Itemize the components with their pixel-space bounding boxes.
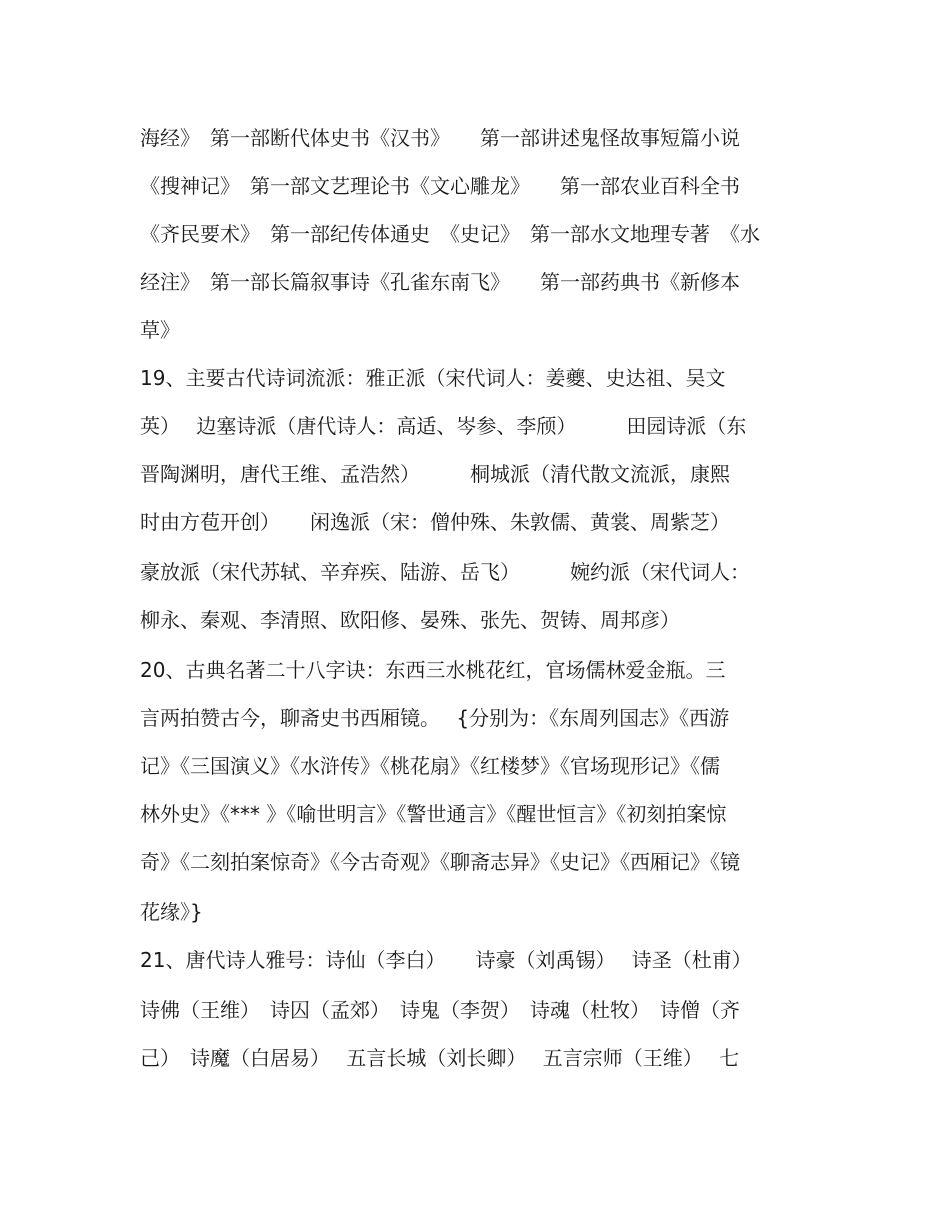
text-line: 《齐民要术》 第一部纪传体通史 《史记》 第一部水文地理专著 《水	[140, 222, 760, 246]
text-line: 言两拍赞古今，聊斋史书西厢镜。 {分别为：《东周列国志》《西游	[140, 706, 730, 730]
text-line: 草》	[140, 318, 180, 342]
text-line: 19、主要古代诗词流派：雅正派（宋代词人：姜夔、史达祖、吴文	[140, 366, 726, 390]
text-line: 柳永、秦观、李清照、欧阳修、晏殊、张先、贺铸、周邦彦）	[140, 608, 680, 632]
text-line: 经注》 第一部长篇叙事诗《孔雀东南飞》 第一部药典书《新修本	[140, 270, 740, 294]
text-line: 奇》《二刻拍案惊奇》《今古奇观》《聊斋志异》《史记》《西厢记》《镜	[140, 850, 740, 874]
text-line: 花缘》}	[140, 900, 203, 924]
text-line: 《搜神记》 第一部文艺理论书《文心雕龙》 第一部农业百科全书	[140, 174, 740, 198]
text-line: 英） 边塞诗派（唐代诗人：高适、岑参、李颀） 田园诗派（东	[140, 414, 747, 438]
text-line: 晋陶渊明，唐代王维、孟浩然） 桐城派（清代散文流派，康熙	[140, 462, 730, 486]
text-line: 己） 诗魔（白居易） 五言长城（刘长卿） 五言宗师（王维） 七	[140, 1046, 740, 1070]
text-line: 诗佛（王维） 诗囚（孟郊） 诗鬼（李贺） 诗魂（杜牧） 诗僧（齐	[140, 998, 740, 1022]
text-line: 豪放派（宋代苏轼、辛弃疾、陆游、岳飞） 婉约派（宋代词人：	[140, 560, 750, 584]
text-line: 海经》 第一部断代体史书《汉书》 第一部讲述鬼怪故事短篇小说	[140, 126, 740, 150]
text-line: 21、唐代诗人雅号：诗仙（李白） 诗豪（刘禹锡） 诗圣（杜甫）	[140, 948, 752, 972]
text-line: 20、古典名著二十八字诀：东西三水桃花红，官场儒林爱金瓶。三	[140, 658, 726, 682]
text-line: 时由方苞开创） 闲逸派（宋：僧仲殊、朱敦儒、黄裳、周紫芝）	[140, 510, 730, 534]
text-line: 林外史》《*** 》《喻世明言》《警世通言》《醒世恒言》《初刻拍案惊	[140, 802, 727, 826]
text-line: 记》《三国演义》《水浒传》《桃花扇》《红楼梦》《官场现形记》《儒	[140, 754, 720, 778]
